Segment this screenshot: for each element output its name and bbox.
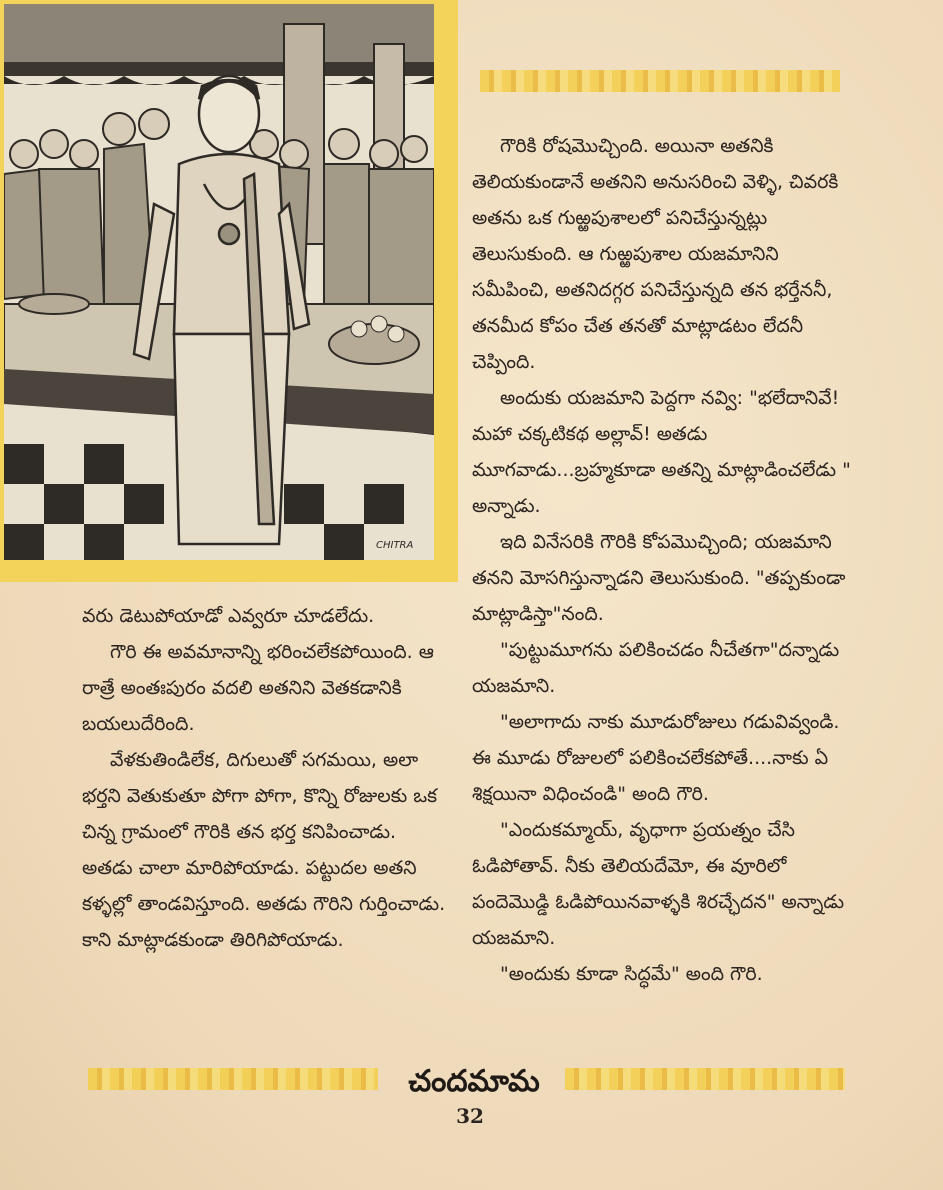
- paragraph: వరు డెటుపోయాడో ఎవ్వరూ చూడలేదు.: [82, 605, 375, 627]
- paragraph: "అందుకు కూడా సిద్ధమే" అంది గౌరి.: [500, 963, 763, 985]
- paragraph: "ఎందుకమ్మాయ్, వృధాగా ప్రయత్నం చేసి ఓడిపోతావ్. నీకు తెలియదేమో, ఈ వూరిలో పందెమొడ్డి ఓడిపోయినవాళ్ళకి శిరచ్ఛేదన" అన్నాడు యజమాని.: [472, 819, 845, 949]
- right-text-column: [472, 128, 852, 992]
- decorative-border-top: [480, 70, 840, 92]
- page-number: 32: [456, 1104, 484, 1128]
- story-illustration: [4, 4, 434, 560]
- decorative-border-bottom-right: [565, 1068, 845, 1090]
- paragraph: ఇది వినేసరికి గౌరికి కోపమొచ్చింది; యజమాని తనని మోసగిస్తున్నాడని తెలుసుకుంది. "తప్పకుండా మాట్లాడిస్తా"నంది.: [472, 531, 846, 625]
- illustration-signature: CHITRA: [376, 540, 414, 551]
- magazine-title: చందమామ: [408, 1064, 540, 1099]
- paragraph: "అలాగాదు నాకు మూడురోజులు గడువివ్వండి. ఈ మూడు రోజులలో పలికించలేకపోతే....నాకు ఏ శిక్షయినా విధించండి" అంది గౌరి.: [472, 711, 840, 805]
- paragraph: "పుట్టుమూగను పలికించడం నీచేతగా"దన్నాడు యజమాని.: [472, 639, 840, 697]
- paragraph: అందుకు యజమాని పెద్దగా నవ్వి: "భలేదానివే! మహా చక్కటికథ అల్లావ్! అతడు మూగవాడు...బ్రహ్మకూడా అతన్ని మాట్లాడించలేడు " అన్నాడు.: [472, 387, 851, 517]
- decorative-border-bottom-left: [88, 1068, 378, 1090]
- paragraph: గౌరికి రోషమొచ్చింది. అయినా అతనికి తెలియకుండానే అతనిని అనుసరించి వెళ్ళి, చివరకి అతను ఒక గుఱ్ఱపుశాలలో పనిచేస్తున్నట్లు తెలుసుకుంది. ఆ గుఱ్ఱపుశాల యజమానిని సమీపించి, అతనిదగ్గర పనిచేస్తున్నది తన భర్తేననీ, తనమీద కోపం చేత తనతో మాట్లాడటం లేదనీ చెప్పింది.: [472, 135, 839, 373]
- left-text-column: [82, 598, 452, 958]
- paragraph: గౌరి ఈ అవమానాన్ని భరించలేకపోయింది. ఆ రాత్రే అంతఃపురం వదలి అతనిని వెతకడానికి బయలుదేరింది.: [82, 641, 434, 735]
- paragraph: వేళకుతిండిలేక, దిగులుతో సగమయి, అలా భర్తని వెతుకుతూ పోగా పోగా, కొన్ని రోజులకు ఒక చిన్న గ్రామంలో గౌరికి తన భర్త కనిపించాడు. అతడు చాలా మారిపోయాడు. పట్టుదల అతని కళ్ళల్లో తాండవిస్తూంది. అతడు గౌరిని గుర్తించాడు. కాని మాట్లాడకుండా తిరిగిపోయాడు.: [82, 749, 446, 951]
